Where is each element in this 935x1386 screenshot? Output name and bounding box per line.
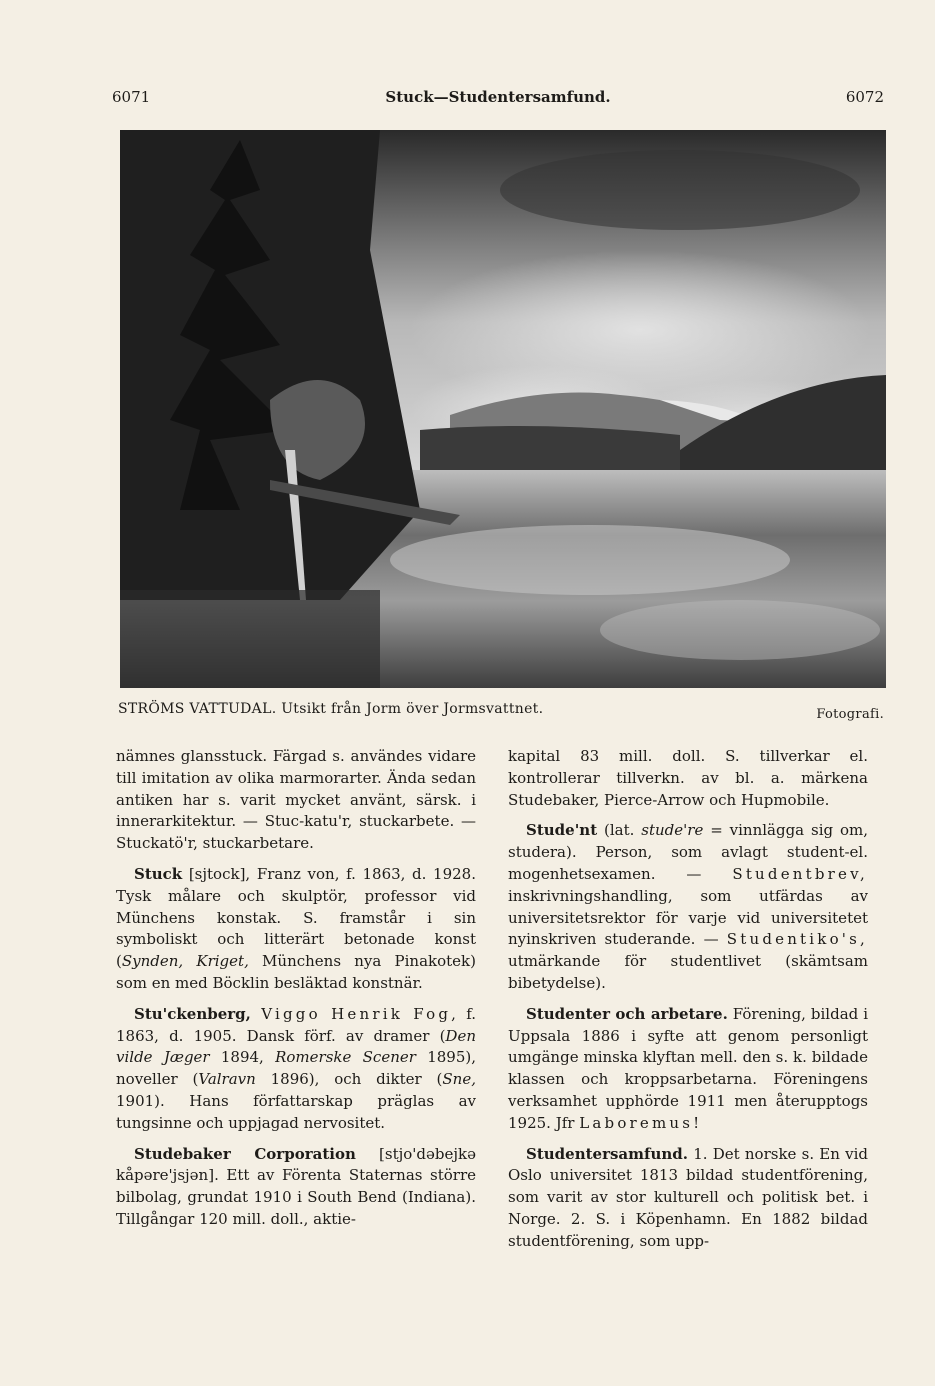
page-number-right: 6072 (845, 88, 884, 106)
entry-text: [sjtock], Franz von, f. 1863, d. 1928. Tysk målare och skulptör, professor vid Münchens konstak. S. framstår i sin symboliskt och litterärt betonade konst ( (116, 864, 476, 971)
entry-studebaker (116, 1144, 476, 1231)
entry-italic: Valravn (198, 1070, 256, 1089)
paragraph-studebaker-continued (508, 746, 868, 811)
entry-text: inskrivningshandling, som utfärdas av universitetsrektor för varje vid universitetet nyinskriven studerande. — (508, 886, 868, 949)
entry-text: 1895), noveller ( (116, 1048, 476, 1089)
entry-text: (lat. (597, 821, 642, 840)
body-text: nämnes glansstuck. Färgad s. användes vidare till imitation av olika marmorarter. Ända sedan antiken har s. varit mycket använt, särsk. i innerarkitektur. — Stuc-katu'r, stuckarbete. — Stuckatö'r, stuckarbetare. (116, 747, 476, 853)
entry-text: [stjo'dəbejkə kåpəre'jsjən]. Ett av Förenta Staternas större bilbolag, grundat 1910 i South Bend (Indiana). Tillgångar 120 mill. doll., aktie- (116, 1144, 476, 1228)
entry-italic: Den vilde Jæger (116, 1026, 476, 1067)
left-column (116, 746, 476, 1240)
running-title: Stuck—Studentersamfund. (385, 88, 611, 106)
entry-text: = vinnlägga sig om, studera). Person, som avlagt student-el. mogenhetsexamen. — (508, 821, 868, 883)
entry-stuck-franz (116, 864, 476, 995)
landscape-photo (120, 130, 886, 688)
entry-text: 1901). Hans författarskap präglas av tungsinne och uppjagad nervositet. (116, 1091, 476, 1132)
entry-spaced-term: Studentbrev, (732, 864, 868, 883)
right-column (508, 746, 868, 1262)
entry-text: 1. Det norske s. En vid Oslo universitet 1813 bildad studentförening, som varit av stor kulturell och politisk bet. i Norge. 2. S. i Köpenhamn. En 1882 bildad studentförening, som upp- (508, 1144, 868, 1250)
photo-caption (118, 701, 884, 723)
lake-landscape-image (120, 130, 886, 688)
body-text: kapital 83 mill. doll. S. tillverkar el. kontrollerar tillverkn. av bl. a. märkena Studebaker, Pierce-Arrow och Hupmobile. (508, 747, 868, 809)
page-header (112, 88, 884, 112)
entry-headword: Studentersamfund. (526, 1144, 688, 1163)
entry-headword: Stude'nt (526, 821, 598, 840)
entry-text: f. 1863, d. 1905. Dansk förf. av dramer ( (116, 1004, 476, 1045)
page-number-left: 6071 (112, 88, 151, 106)
entry-studenter-och-arbetare (508, 1004, 868, 1135)
entry-italic: Romerske Scener (275, 1048, 416, 1067)
entry-text: utmärkande för studentlivet (skämtsam bibetydelse). (508, 952, 868, 992)
entry-italic: stude're (641, 821, 704, 840)
entry-text: Münchens nya Pinakotek) som en med Böcklin besläktad konstnär. (116, 952, 476, 992)
entry-text: 1896), och dikter ( (255, 1070, 443, 1089)
entry-studentersamfund (508, 1144, 868, 1253)
entry-headword: Stu'ckenberg, (134, 1004, 251, 1023)
caption-credit: Fotografi. (816, 707, 884, 722)
entry-headword: Stuck (134, 864, 183, 883)
caption-text: STRÖMS VATTUDAL. Utsikt från Jorm över Jormsvattnet. (118, 701, 544, 717)
entry-spaced-name: Viggo Henrik Fog, (250, 1004, 460, 1023)
entry-headword: Studenter och arbetare. (526, 1004, 728, 1023)
entry-italic: Sne, (442, 1070, 476, 1089)
entry-italic: Synden, Kriget, (121, 952, 249, 971)
entry-text: Förening, bildad i Uppsala 1886 i syfte att genom personligt umgänge minska klyftan mell. den s. k. bildade klassen och kroppsarbetarna. Föreningens verksamhet upphörde 1911 men återupptogs 1925. Jfr (508, 1004, 868, 1132)
paragraph-stuck-continued (116, 746, 476, 855)
entry-student (508, 820, 868, 994)
entry-spaced-term: Laboremus! (579, 1113, 703, 1132)
entry-stuckenberg (116, 1004, 476, 1135)
entry-text: 1894, (209, 1048, 276, 1067)
entry-headword: Studebaker Corporation (134, 1144, 356, 1163)
entry-spaced-term: Studentiko's, (726, 930, 868, 949)
